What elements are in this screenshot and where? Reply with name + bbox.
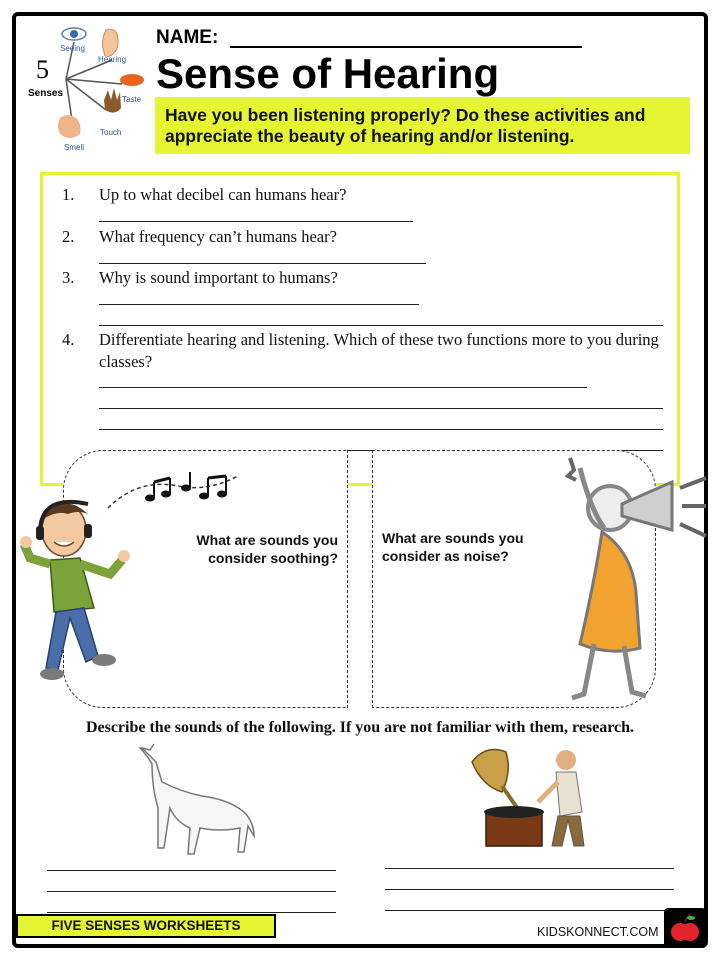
hearing-label: Hearing [98,55,127,64]
question-2-number: 2. [62,227,75,246]
question-4-text: Differentiate hearing and listening. Which of these two functions more to you during classes? [99,330,659,371]
describe-instruction: Describe the sounds of the following. If you are not familiar with them, research. [85,719,635,736]
touch-label: Touch [100,128,122,137]
name-label: NAME: [156,27,219,48]
gramophone-illustration [466,742,596,854]
question-2-text: What frequency can’t humans hear? [99,227,337,246]
page-title: Sense of Hearing [156,50,500,97]
wolf-answer-line-2[interactable] [47,891,336,892]
question-3-number: 3. [62,268,75,287]
instruction-banner: Have you been listening properly? Do these activities and appreciate the beauty of hearing and/or listening. [155,97,690,154]
question-1-text: Up to what decibel can humans hear? [99,185,347,204]
answer-line-1[interactable] [99,221,413,222]
answer-line-3a[interactable] [99,304,419,305]
footer-site-name: KIDSKONNECT.COM [537,925,659,939]
senses-number: 5 [36,55,49,84]
apple-logo-badge [664,908,706,948]
question-1-number: 1. [62,185,75,204]
answer-line-4b[interactable] [99,408,663,409]
footer-worksheet-tag: FIVE SENSES WORKSHEETS [16,914,276,938]
wolf-answer-line-3[interactable] [47,912,336,913]
senses-label: Senses [28,88,64,99]
name-field-line[interactable] [230,46,582,48]
answer-line-2[interactable] [99,263,426,264]
gramophone-answer-line-3[interactable] [385,910,674,911]
woman-megaphone-illustration [560,448,708,710]
gramophone-answer-line-1[interactable] [385,868,674,869]
gramophone-answer-line-2[interactable] [385,889,674,890]
question-3-text: Why is sound important to humans? [99,268,338,287]
answer-line-4a[interactable] [99,387,587,388]
answer-line-4c[interactable] [99,429,663,430]
answer-line-3b[interactable] [99,325,663,326]
taste-label: Taste [122,95,142,104]
question-4-number: 4. [62,330,75,349]
seeing-label: Seeing [60,44,85,53]
smell-label: Smell [64,143,85,152]
howling-wolf-illustration [120,740,260,856]
wolf-answer-line-1[interactable] [47,870,336,871]
apple-icon [664,908,706,948]
noise-prompt: What are sounds you consider as noise? [382,530,524,564]
man-listening-illustration [20,490,160,710]
soothing-prompt: What are sounds you consider soothing? [196,532,338,566]
